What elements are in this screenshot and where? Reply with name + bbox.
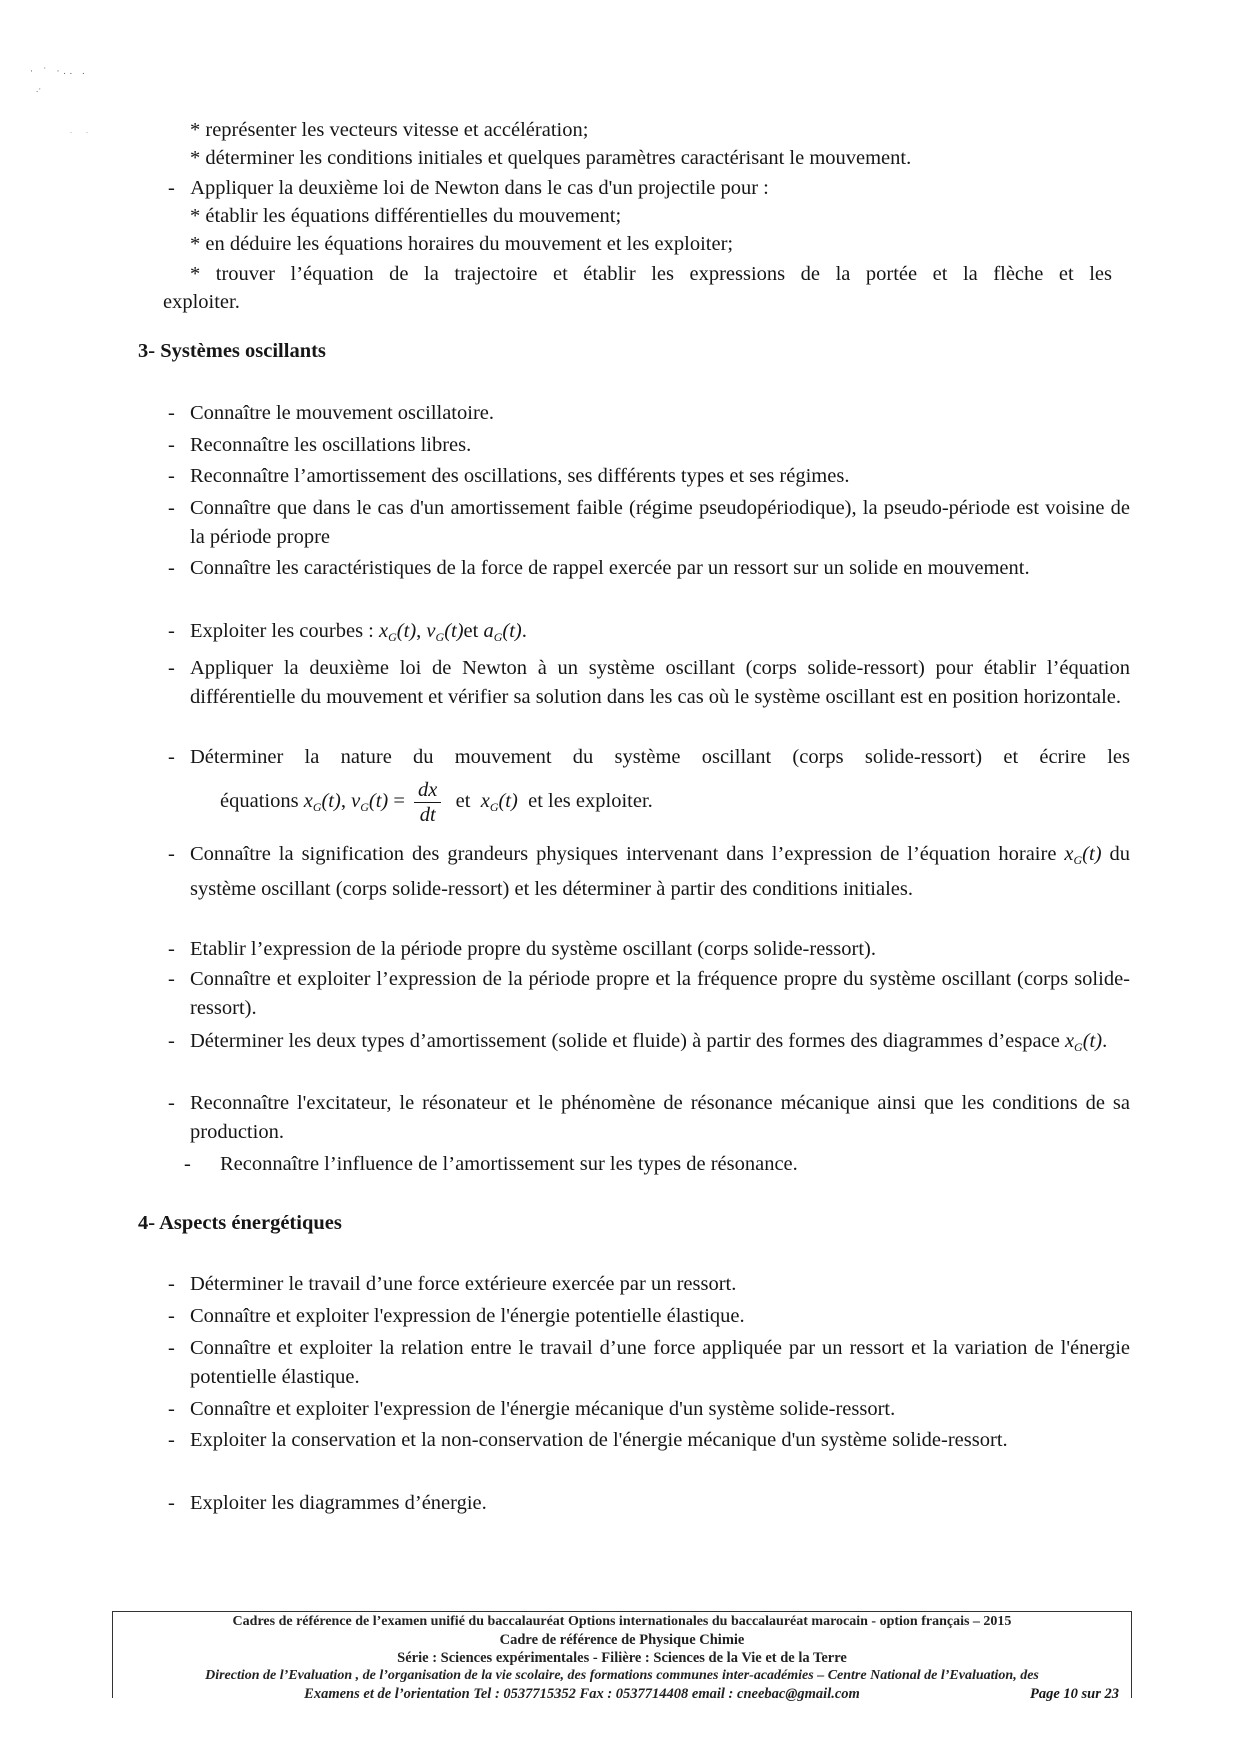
footer-line: Cadres de référence de l’examen unifié du baccalauréat Options internationales du baccalauréat marocain - option français – 2015 <box>232 1614 1012 1629</box>
item-text: Connaître les caractéristiques de la force de rappel exercée par un ressort sur un solide en mouvement. <box>190 557 1030 579</box>
math-symbol: $x_G(t)$ <box>480 790 518 815</box>
item-text-wrapped: Connaître que dans le cas d'un amortissement faible (régime pseudopériodique), la pseudo-période est voisine de la période propre <box>190 497 1130 548</box>
item-text: Exploiter la conservation et la non-conservation de l'énergie mécanique d'un système solide-ressort. <box>190 1429 1008 1451</box>
dash: - <box>168 1398 175 1420</box>
fraction: $\frac{dx}{dt}$ <box>414 778 441 827</box>
math-symbol: $x_G(t)$ <box>1064 843 1102 867</box>
math-symbol: $v_G(t)$ <box>351 790 389 815</box>
item-text: Reconnaître l’influence de l’amortissement sur les types de résonance. <box>220 1153 798 1175</box>
scan-artifact: · ˙ ·.. . <box>30 66 89 76</box>
math-separator: . <box>521 620 527 642</box>
text-line: * déterminer les conditions initiales et quelques paramètres caractérisant le mouvement. <box>190 147 912 169</box>
dash: - <box>168 843 175 865</box>
list-item <box>168 176 769 200</box>
text-line: * représenter les vecteurs vitesse et accélération; <box>190 119 589 141</box>
math-equals: = <box>393 790 405 813</box>
footer-line: Série : Sciences expérimentales - Filière : Sciences de la Vie et de la Terre <box>397 1650 847 1666</box>
item-text: Déterminer la nature du mouvement du système oscillant (corps solide-ressort) et écrire les <box>190 746 1130 768</box>
dash: - <box>168 1429 175 1451</box>
math-symbol: $v_G(t)$ <box>426 620 464 644</box>
item-text-lead: Connaître la signification des grandeurs physiques intervenant dans l’expression de l’équation horaire <box>190 843 1057 865</box>
dash: - <box>168 465 175 487</box>
text-line: Appliquer la deuxième loi de Newton dans le cas d'un projectile pour : <box>190 177 769 199</box>
footer-line: Examens et de l’orientation Tel : 0537715352 Fax : 0537714408 email : cneebac@gmail.com <box>304 1686 860 1702</box>
math-symbol: $x_G(t)$ <box>303 790 341 815</box>
item-text: Connaître et exploiter l'expression de l'énergie potentielle élastique. <box>190 1305 745 1327</box>
formula-line <box>220 778 653 827</box>
math-symbol: $x_G(t)$ <box>379 620 417 644</box>
dash: - <box>168 1092 175 1114</box>
dash: - <box>184 1153 191 1175</box>
item-text <box>190 617 1130 652</box>
item-text <box>190 840 1130 904</box>
dash: - <box>168 557 175 579</box>
dash: - <box>168 746 175 768</box>
math-symbol: $a_G(t)$ <box>483 620 522 644</box>
dash: - <box>168 1337 175 1359</box>
dash: - <box>168 1030 175 1052</box>
item-text: Reconnaître l'excitateur, le résonateur et le phénomène de résonance mécanique ainsi que les conditions de sa production. <box>190 1092 1130 1143</box>
math-separator: . <box>1102 1030 1108 1052</box>
item-text: Connaître et exploiter l'expression de l'énergie mécanique d'un système solide-ressort. <box>190 1398 896 1420</box>
dash: - <box>168 968 175 990</box>
math-separator: , <box>416 620 422 642</box>
item-text: Déterminer le travail d’une force extérieure exercée par un ressort. <box>190 1273 737 1295</box>
dash: - <box>168 434 175 456</box>
section-heading: 4- Aspects énergétiques <box>138 1212 342 1234</box>
item-text: Reconnaître les oscillations libres. <box>190 434 472 456</box>
item-text: Reconnaître l’amortissement des oscillations, ses différents types et ses régimes. <box>190 465 850 487</box>
text-line: * en déduire les équations horaires du mouvement et les exploiter; <box>190 233 734 255</box>
math-symbol: $x_G(t)$ <box>1064 1030 1103 1054</box>
footer-line: Direction de l’Evaluation , de l’organisation de la vie scolaire, des formations communes inter-académies – Centre National de l’Evaluation, des <box>205 1668 1039 1683</box>
text-line: exploiter. <box>163 291 240 313</box>
scan-artifact: .· <box>36 84 42 94</box>
dash: - <box>168 1305 175 1327</box>
item-text: Appliquer la deuxième loi de Newton à un système oscillant (corps solide-ressort) pour établir l’équation différentielle du mouvement et vérifier sa solution dans les cas où le système oscillant est en position horizontale. <box>190 657 1130 708</box>
dash: - <box>168 1273 175 1295</box>
item-text: Exploiter les diagrammes d’énergie. <box>190 1492 487 1514</box>
dash: - <box>168 402 175 424</box>
item-text: Connaître et exploiter l’expression de la période propre et la fréquence propre du système oscillant (corps solide-ressort). <box>190 968 1130 1019</box>
item-text: Etablir l’expression de la période propre du système oscillant (corps solide-ressort). <box>190 938 876 960</box>
page-footer <box>112 1611 1132 1702</box>
dash: - <box>168 938 175 960</box>
section-heading: 3- Systèmes oscillants <box>138 340 326 362</box>
footer-line: Cadre de référence de Physique Chimie <box>499 1632 745 1648</box>
dash: - <box>168 177 175 199</box>
item-text: Connaître le mouvement oscillatoire. <box>190 402 494 424</box>
dash: - <box>168 1492 175 1514</box>
dash: - <box>168 657 175 679</box>
item-text: Connaître et exploiter la relation entre le travail d’une force appliquée par un ressort et la variation de l'énergie potentielle élastique. <box>190 1337 1130 1388</box>
item-text-conjunction: et <box>455 790 471 813</box>
item-text-lead: Déterminer les deux types d’amortissement (solide et fluide) à partir des formes des diagrammes d’espace <box>190 1030 1060 1052</box>
item-text-tail: du système oscillant (corps solide-ressort) et les déterminer à partir des conditions initiales. <box>190 843 1130 900</box>
item-text-lead: équations <box>220 790 299 813</box>
page-number: Page 10 sur 23 <box>1029 1686 1119 1702</box>
math-separator: , <box>340 790 346 813</box>
dash: - <box>168 620 175 642</box>
text-line: * trouver l’équation de la trajectoire et établir les expressions de la portée et la flèche et les <box>190 263 1112 285</box>
item-text <box>190 494 1130 552</box>
item-text-lead: Exploiter les courbes : <box>190 620 374 642</box>
item-text-conjunction: et <box>463 620 479 642</box>
item-text <box>190 1027 1130 1062</box>
item-text-tail: et les exploiter. <box>528 790 653 813</box>
scan-artifact: . . <box>70 126 94 135</box>
dash: - <box>168 497 175 519</box>
text-line: * établir les équations différentielles du mouvement; <box>190 205 622 227</box>
